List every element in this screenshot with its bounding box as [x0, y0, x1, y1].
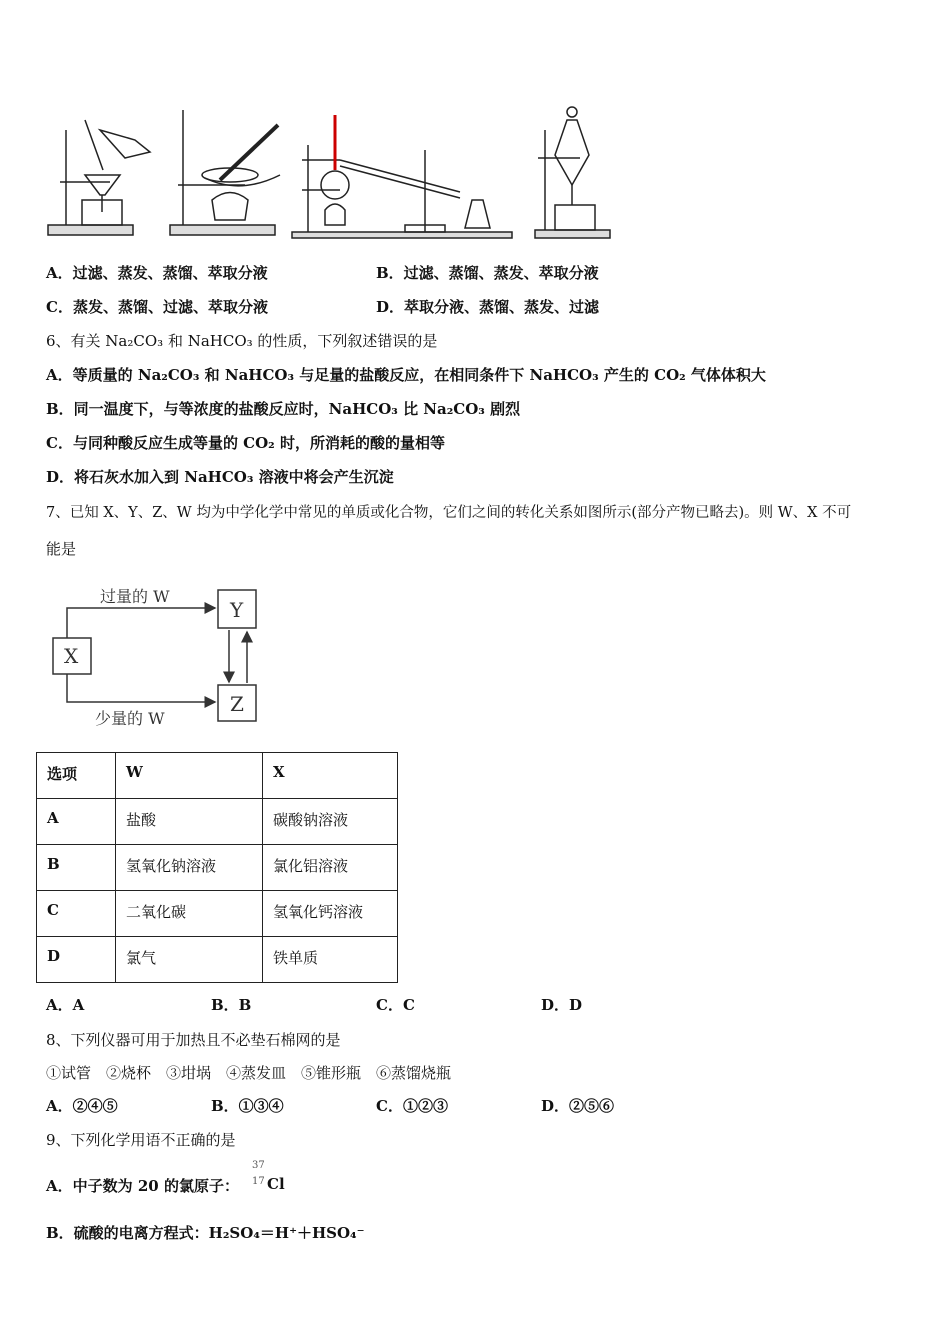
table-cell: B [37, 845, 116, 891]
table-row [37, 937, 398, 983]
q5-option-b[interactable]: B．过滤、蒸馏、蒸发、萃取分液 [376, 264, 599, 282]
q8-option-c[interactable]: C．①②③ [376, 1097, 448, 1115]
q7-option-b[interactable]: B．B [211, 996, 252, 1014]
q7-stem-line2: 能是 [46, 540, 77, 558]
table-cell: 氢氧化钙溶液 [263, 891, 398, 937]
table-header: X [263, 753, 398, 799]
table-cell: A [37, 799, 116, 845]
table-header: W [116, 753, 263, 799]
table-row [37, 845, 398, 891]
table-header-row [37, 753, 398, 799]
chlorine-symbol: Cl [267, 1175, 285, 1193]
q7-option-a[interactable]: A．A [46, 996, 85, 1014]
table-cell: 氯气 [116, 937, 263, 983]
q7-options-table [36, 752, 398, 983]
q5-option-c[interactable]: C．蒸发、蒸馏、过滤、萃取分液 [46, 298, 268, 316]
filtration-apparatus [48, 120, 150, 235]
mass-number: 37 [252, 1160, 265, 1171]
q9-option-b[interactable]: B．硫酸的电离方程式：H₂SO₄＝H⁺＋HSO₄⁻ [46, 1224, 365, 1242]
q7-option-d[interactable]: D．D [541, 996, 583, 1014]
atomic-number: 17 [252, 1176, 265, 1187]
table-cell: 碳酸钠溶液 [263, 799, 398, 845]
q6-option-b[interactable]: B．同一温度下，与等浓度的盐酸反应时，NaHCO₃ 比 Na₂CO₃ 剧烈 [46, 400, 521, 418]
distillation-apparatus [292, 115, 512, 238]
q7-option-c[interactable]: C．C [376, 996, 415, 1014]
separatory-funnel-apparatus [535, 107, 610, 238]
table-cell: D [37, 937, 116, 983]
q8-stem: 8、下列仪器可用于加热且不必垫石棉网的是 [46, 1031, 341, 1049]
table-cell: 二氧化碳 [116, 891, 263, 937]
table-cell: 铁单质 [263, 937, 398, 983]
q9-stem: 9、下列化学用语不正确的是 [46, 1131, 236, 1149]
table-cell: C [37, 891, 116, 937]
q5-option-a[interactable]: A．过滤、蒸发、蒸馏、萃取分液 [46, 264, 268, 282]
table-cell: 氯化铝溶液 [263, 845, 398, 891]
diagram-x-label: X [64, 644, 79, 668]
diagram-z-label: Z [230, 692, 244, 716]
q8-option-b[interactable]: B．①③④ [211, 1097, 284, 1115]
q6-stem: 6、有关 Na₂CO₃ 和 NaHCO₃ 的性质，下列叙述错误的是 [46, 332, 438, 350]
diagram-bottom-label: 少量的 W [95, 709, 165, 728]
table-cell: 盐酸 [116, 799, 263, 845]
q6-option-c[interactable]: C．与同种酸反应生成等量的 CO₂ 时，所消耗的酸的量相等 [46, 434, 445, 452]
arrow-x-to-z [67, 674, 215, 702]
diagram-top-label: 过量的 W [100, 587, 170, 606]
q9-option-a[interactable]: A．中子数为 20 的氯原子： [46, 1177, 239, 1195]
evaporation-apparatus [170, 110, 280, 235]
q8-option-a[interactable]: A．②④⑤ [46, 1097, 118, 1115]
q8-items: ①试管 ②烧杯 ③坩埚 ④蒸发皿 ⑤锥形瓶 ⑥蒸馏烧瓶 [46, 1064, 452, 1082]
q5-option-d[interactable]: D．萃取分液、蒸馏、蒸发、过滤 [376, 298, 600, 316]
table-header: 选项 [37, 753, 116, 799]
table-row [37, 891, 398, 937]
q6-option-d[interactable]: D．将石灰水加入到 NaHCO₃ 溶液中将会产生沉淀 [46, 468, 394, 486]
q8-option-d[interactable]: D．②⑤⑥ [541, 1097, 615, 1115]
q7-stem-line1: 7、已知 X、Y、Z、W 均为中学化学中常见的单质或化合物，它们之间的转化关系如图所示(部分产物已略去)。则 W、X 不可 [46, 505, 852, 521]
table-row [37, 799, 398, 845]
table-cell: 氢氧化钠溶液 [116, 845, 263, 891]
diagram-y-label: Y [230, 598, 244, 622]
apparatus-figures [40, 100, 620, 245]
q6-option-a[interactable]: A．等质量的 Na₂CO₃ 和 NaHCO₃ 与足量的盐酸反应，在相同条件下 NaHCO₃ 产生的 CO₂ 气体体积大 [46, 366, 766, 384]
arrow-x-to-y [67, 608, 215, 638]
